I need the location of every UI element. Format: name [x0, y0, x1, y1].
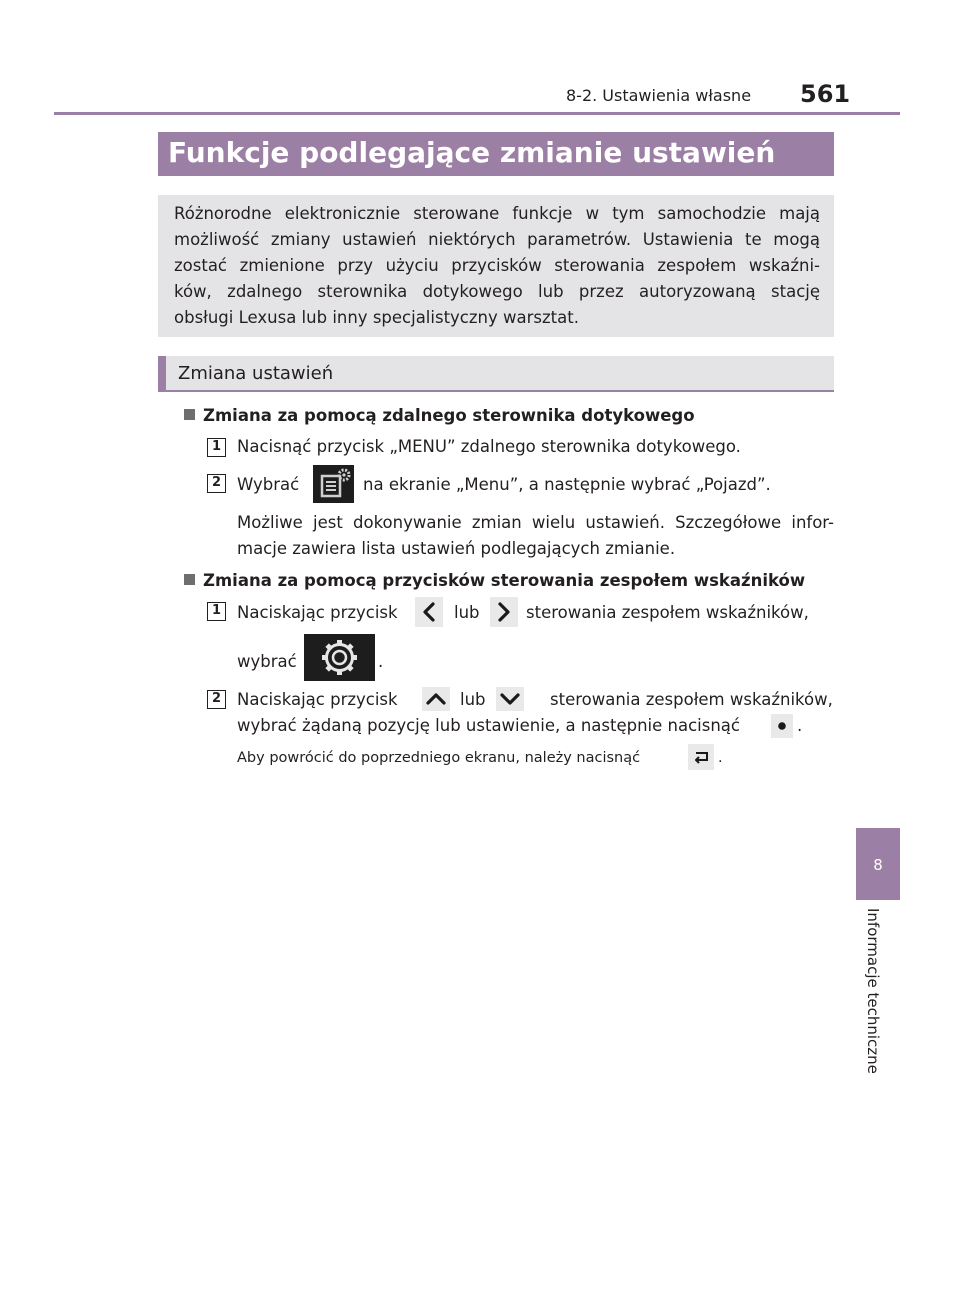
intro-line: ków, zdalnego sterownika dotykowego lub przez autoryzowaną stację [174, 282, 820, 301]
step-number: 2 [207, 690, 226, 709]
step-text: Wybrać [237, 475, 300, 494]
section-title-band [158, 132, 834, 176]
note-line: Możliwe jest dokonywanie zmian wielu ustawień. Szczegółowe infor- [237, 513, 834, 532]
note-text: . [718, 750, 723, 766]
block2-heading [184, 571, 805, 590]
chevron-up-icon [422, 687, 450, 711]
intro-line: Różnorodne elektronicznie sterowane funkcje w tym samochodzie mają [174, 204, 820, 223]
chapter-tab [856, 828, 900, 900]
step-text: wybrać [237, 652, 297, 671]
intro-box [158, 195, 834, 337]
note-line: macje zawiera lista ustawień podlegających zmianie. [237, 539, 676, 558]
step-number: 1 [207, 602, 226, 621]
step-text: lub [454, 603, 480, 622]
note-text: Aby powrócić do poprzedniego ekranu, należy nacisnąć [237, 750, 641, 766]
step-text: . [797, 716, 803, 735]
subsection-title: Zmiana ustawień [178, 363, 334, 384]
step-text: na ekranie „Menu”, a następnie wybrać „Pojazd”. [363, 475, 771, 494]
step-text: sterowania zespołem wskaźników, [550, 690, 833, 709]
enter-dot-icon [771, 714, 793, 738]
header-divider [54, 112, 900, 115]
step-text: Naciskając przycisk [237, 603, 398, 622]
chevron-right-icon [490, 597, 518, 627]
chapter-label: Informacje techniczne [864, 908, 882, 1074]
step-text: Naciskając przycisk [237, 690, 398, 709]
bullet-square-icon [184, 574, 195, 585]
block1-heading-text: Zmiana za pomocą zdalnego sterownika dotykowego [203, 406, 695, 425]
step-text: lub [460, 690, 486, 709]
chapter-label-box [858, 908, 884, 1083]
chevron-down-icon [496, 687, 524, 711]
block2-heading-text: Zmiana za pomocą przycisków sterowania zespołem wskaźników [203, 571, 806, 590]
section-title: Funkcje podlegające zmianie ustawień [168, 136, 776, 169]
bullet-square-icon [184, 409, 195, 420]
gear-icon [304, 634, 375, 681]
intro-line: zostać zmienione przy użyciu przycisków sterowania zespołem wskaźni- [174, 256, 820, 275]
running-header-section: 8-2. Ustawienia własne [566, 86, 752, 105]
page-number: 561 [800, 80, 851, 108]
step-text: sterowania zespołem wskaźników, [526, 603, 809, 622]
step-text: . [378, 652, 384, 671]
step-text: wybrać żądaną pozycję lub ustawienie, a następnie nacisnąć [237, 716, 740, 735]
step-number: 1 [207, 438, 226, 457]
block1-heading [184, 406, 695, 425]
chevron-left-icon [415, 597, 443, 627]
step-number: 2 [207, 474, 226, 493]
subsection-band [158, 356, 834, 392]
intro-line: obsługi Lexusa lub inny specjalistyczny warsztat. [174, 308, 579, 327]
back-arrow-icon [688, 744, 714, 770]
intro-line: możliwość zmiany ustawień niektórych parametrów. Ustawienia te mogą [174, 230, 820, 249]
menu-settings-icon [313, 465, 354, 503]
chapter-number: 8 [873, 856, 883, 874]
step-text: Nacisnąć przycisk „MENU” zdalnego sterownika dotykowego. [237, 437, 741, 456]
